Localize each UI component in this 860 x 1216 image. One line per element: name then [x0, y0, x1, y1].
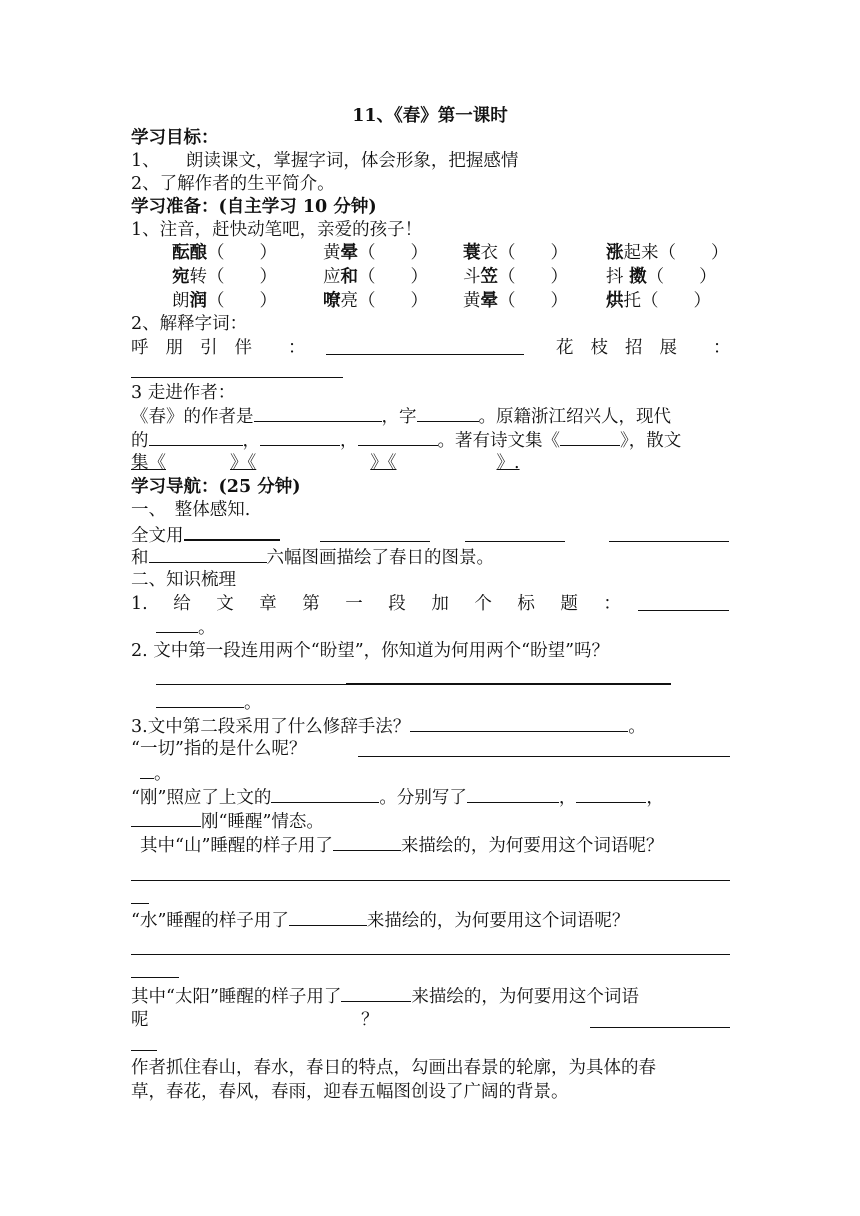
question-2: 2. 文中第一段连用两个“盼望”，你知道为何用两个“盼望”吗？: [131, 641, 610, 661]
question-2-end: 。: [156, 691, 262, 714]
answer-blank[interactable]: [410, 715, 628, 732]
answer-blank[interactable]: [156, 684, 346, 685]
pinyin-item: 应和（ ）: [323, 267, 428, 287]
question-mark: ？: [361, 1010, 379, 1030]
answer-blank[interactable]: [131, 977, 179, 978]
colon: ：: [713, 338, 731, 358]
answer-blank[interactable]: [140, 762, 154, 779]
author-line-1: 《春》的作者是 ，字 。原籍浙江绍兴人，现代: [131, 407, 671, 427]
answer-blank[interactable]: [184, 523, 280, 541]
question-3: 3.文中第二段采用了什么修辞手法？ 。: [131, 717, 646, 737]
sun-question-cont: 呢: [131, 1010, 149, 1030]
colon: ：: [288, 338, 306, 358]
page-title: 11、《春》第一课时: [352, 106, 508, 126]
pinyin-prompt: 1、注音，赶快动笔吧，亲爱的孩子！: [131, 220, 423, 240]
answer-blank[interactable]: [289, 909, 367, 926]
answer-blank[interactable]: [149, 429, 243, 446]
question-1: 1. 给 文 章 第 一 段 加 个 标 题 ：: [131, 594, 621, 614]
gang-question: “刚”照应了上文的 。分别写了 ， ，: [131, 788, 664, 808]
yiqie-end: 。: [140, 762, 172, 785]
answer-blank[interactable]: [131, 880, 730, 881]
answer-blank[interactable]: [417, 405, 479, 422]
goal-item-1: 1、 朗读课文，掌握字词，体会形象，把握感情: [131, 151, 519, 171]
answer-blank[interactable]: [254, 405, 382, 422]
answer-blank[interactable]: [131, 903, 149, 904]
answer-blank[interactable]: [333, 834, 401, 851]
answer-blank[interactable]: [131, 377, 343, 378]
pinyin-item: 烘托（ ）: [606, 291, 711, 311]
pinyin-item: 蓑衣（ ）: [463, 243, 568, 263]
guide-heading: 学习导航：(25 分钟): [131, 477, 301, 497]
yiqie-question: “一切”指的是什么呢？: [131, 739, 307, 759]
answer-blank[interactable]: [320, 541, 430, 542]
answer-blank[interactable]: [156, 691, 244, 708]
author-line-2: 的 ， ， 。著有诗文集《 》，散文: [131, 431, 682, 451]
prep-heading: 学习准备：(自主学习 10 分钟): [131, 197, 377, 217]
answer-blank[interactable]: [467, 786, 559, 803]
sun-question: 其中“太阳”睡醒的样子用了 来描绘的，为何要用这个词语: [131, 987, 639, 1007]
answer-blank[interactable]: [260, 429, 340, 446]
answer-blank[interactable]: [358, 429, 438, 446]
answer-blank[interactable]: [131, 1050, 157, 1051]
answer-blank[interactable]: [576, 786, 646, 803]
answer-blank[interactable]: [131, 954, 730, 955]
pinyin-item: 斗笠（ ）: [463, 267, 568, 287]
answer-blank[interactable]: [156, 616, 198, 633]
section-knowledge: 二、知识梳理: [131, 570, 236, 590]
shan-question: 其中“山”睡醒的样子用了 来描绘的，为何要用这个词语呢？: [140, 836, 664, 856]
answer-blank[interactable]: [341, 985, 411, 1002]
answer-blank[interactable]: [560, 429, 620, 446]
pinyin-item: 朗润（ ）: [172, 291, 277, 311]
answer-blank[interactable]: [358, 756, 730, 757]
six-pictures-line: 和 六幅图画描绘了春日的图景。: [131, 548, 494, 568]
answer-blank[interactable]: [590, 1027, 730, 1028]
word-hupengyinban: 呼朋引伴: [131, 338, 269, 358]
answer-blank[interactable]: [149, 546, 267, 563]
pinyin-item: 黄晕（ ）: [323, 243, 428, 263]
pinyin-item: 涨起来（ ）: [606, 243, 729, 263]
answer-blank[interactable]: [131, 810, 201, 827]
question-1-end: 。: [156, 616, 216, 639]
gang-question-cont: 刚“睡醒”情态。: [131, 810, 731, 833]
section-overall: 一、 整体感知.: [131, 500, 251, 520]
summary-line-1: 作者抓住春山，春水，春日的特点，勾画出春景的轮廓，为具体的春: [131, 1058, 656, 1078]
answer-blank[interactable]: [326, 354, 524, 355]
answer-blank[interactable]: [638, 610, 729, 611]
summary-line-2: 草，春花，春风，春雨，迎春五幅图创设了广阔的背景。: [131, 1082, 569, 1102]
pinyin-item: 嘹亮（ ）: [323, 291, 428, 311]
pinyin-item: 抖 擞（ ）: [606, 267, 717, 287]
pinyin-item: 黄晕（ ）: [463, 291, 568, 311]
author-heading: 3 走进作者：: [131, 383, 236, 403]
answer-blank[interactable]: [465, 541, 565, 542]
answer-blank[interactable]: [271, 786, 379, 803]
goal-item-2: 2、了解作者的生平简介。: [131, 174, 335, 194]
full-text-line: 全文用: [131, 523, 731, 547]
pinyin-item: 酝酿（ ）: [172, 243, 277, 263]
goals-heading: 学习目标：: [131, 128, 219, 148]
explain-heading: 2、解释字词：: [131, 314, 248, 334]
answer-blank[interactable]: [346, 683, 671, 685]
shui-question: “水”睡醒的样子用了 来描绘的，为何要用这个词语呢？: [131, 911, 630, 931]
word-huazhizhaozhan: 花枝招展: [556, 338, 694, 358]
author-line-3: 集《 》《 》《 》.: [131, 453, 520, 473]
pinyin-item: 宛转（ ）: [172, 267, 277, 287]
answer-blank[interactable]: [609, 541, 729, 542]
